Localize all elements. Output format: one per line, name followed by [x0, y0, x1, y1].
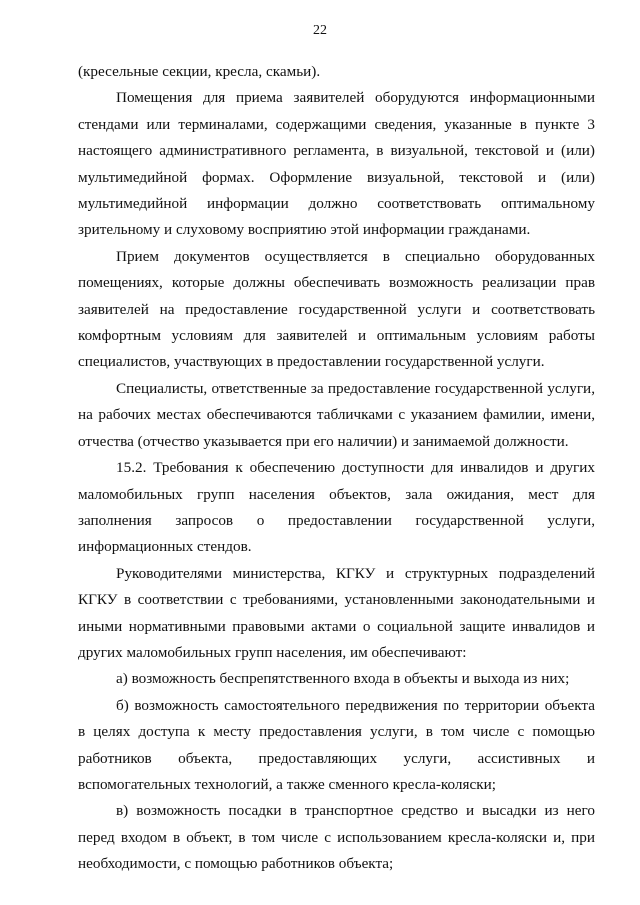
- list-item-a: а) возможность беспрепятственного входа в объекты и выхода из них;: [116, 670, 570, 688]
- paragraph-info-stands: Помещения для приема заявителей оборудуются информационными стендами или терминалами, содержащими сведения, указанные в пункте 3 настоящего административного регламента, в визуальной, текстовой и (или) мультимедийной формах. Оформление визуальной, текстовой и (или) мультимедийной информации должно соответствовать оптимальному зрительному и слуховому восприятию этой информации гражданами.: [78, 89, 595, 239]
- paragraph-managers-provide: Руководителями министерства, КГКУ и структурных подразделений КГКУ в соответствии с требованиями, установленными законодательными и иными нормативными правовыми актами о социальной защите инвалидов и других маломобильных групп населения, им обеспечивают:: [78, 564, 595, 661]
- paragraph-specialists-nameplates: Специалисты, ответственные за предоставление государственной услуги, на рабочих местах обеспечиваются табличками с указанием фамилии, имени, отчества (отчество указывается при его наличии) и занимаемой должности.: [78, 379, 595, 450]
- document-body: [78, 59, 595, 878]
- list-item-c: в) возможность посадки в транспортное средство и высадки из него перед входом в объект, в том числе с использованием кресла-коляски и, при необходимости, с помощью работников объекта;: [78, 802, 595, 873]
- list-item-b: б) возможность самостоятельного передвижения по территории объекта в целях доступа к месту предоставления услуги, в том числе с помощью работников объекта, предоставляющих услуги, ассистивных и вспомогательных технологий, а также сменного кресла-коляски;: [78, 696, 595, 793]
- page-number: 22: [313, 23, 327, 38]
- paragraph-continuation: (кресельные секции, кресла, скамьи).: [78, 63, 321, 80]
- paragraph-document-reception: Прием документов осуществляется в специально оборудованных помещениях, которые должны обеспечивать возможность реализации прав заявителей на предоставление государственной услуги и соответствовать комфортным условиям для заявителей и оптимальным условиям работы специалистов, участвующих в предоставлении государственной услуги.: [78, 247, 595, 371]
- paragraph-section-15-2: 15.2. Требования к обеспечению доступности для инвалидов и других маломобильных групп населения объектов, зала ожидания, мест для заполнения запросов о предоставлении государственной услуги, информационных стендов.: [78, 459, 595, 556]
